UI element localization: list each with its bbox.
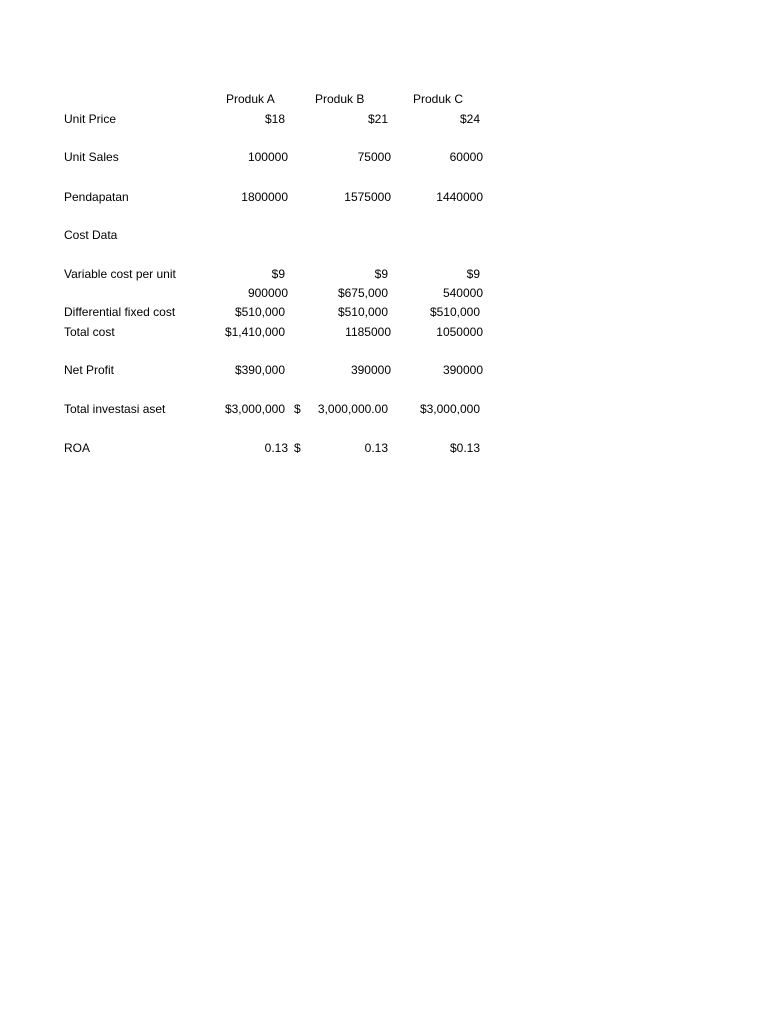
total-cost-a: $1,410,000 bbox=[224, 325, 285, 339]
total-cost-b: 1185000 bbox=[345, 325, 391, 339]
net-profit-a: $390,000 bbox=[234, 363, 285, 377]
row-label-total-cost: Total cost bbox=[64, 325, 115, 339]
diff-fixed-c: $510,000 bbox=[429, 305, 480, 319]
total-invest-c: $3,000,000 bbox=[419, 402, 480, 416]
row-label-variable-cost: Variable cost per unit bbox=[64, 267, 176, 281]
total-invest-a: $3,000,000 bbox=[224, 402, 285, 416]
unit-sales-b: 75000 bbox=[357, 150, 391, 164]
roa-a: 0.13 bbox=[264, 441, 288, 455]
unit-price-c: $24 bbox=[459, 112, 480, 126]
row-label-roa: ROA bbox=[64, 441, 91, 455]
row-label-net-profit: Net Profit bbox=[64, 363, 115, 377]
row-label-unit-sales: Unit Sales bbox=[64, 150, 119, 164]
variable-total-b: $675,000 bbox=[337, 286, 388, 300]
variable-total-c: 540000 bbox=[442, 286, 483, 300]
unit-price-a: $18 bbox=[264, 112, 285, 126]
total-cost-c: 1050000 bbox=[436, 325, 483, 339]
variable-total-a: 900000 bbox=[247, 286, 288, 300]
header-produk-a: Produk A bbox=[226, 92, 275, 106]
roa-b-dollar-sign: $ bbox=[294, 441, 301, 455]
variable-cost-a: $9 bbox=[271, 267, 285, 281]
pendapatan-c: 1440000 bbox=[436, 190, 483, 204]
net-profit-c: 390000 bbox=[442, 363, 483, 377]
diff-fixed-a: $510,000 bbox=[234, 305, 285, 319]
unit-sales-a: 100000 bbox=[247, 150, 288, 164]
pendapatan-a: 1800000 bbox=[241, 190, 288, 204]
total-invest-b: 3,000,000.00 bbox=[317, 402, 388, 416]
row-label-cost-data: Cost Data bbox=[64, 228, 118, 242]
header-produk-b: Produk B bbox=[315, 92, 365, 106]
unit-price-b: $21 bbox=[367, 112, 388, 126]
roa-c: $0.13 bbox=[449, 441, 480, 455]
roa-b: 0.13 bbox=[364, 441, 388, 455]
row-label-unit-price: Unit Price bbox=[64, 112, 117, 126]
net-profit-b: 390000 bbox=[350, 363, 391, 377]
diff-fixed-b: $510,000 bbox=[337, 305, 388, 319]
variable-cost-c: $9 bbox=[466, 267, 480, 281]
pendapatan-b: 1575000 bbox=[344, 190, 391, 204]
row-label-total-investasi-aset: Total investasi aset bbox=[64, 402, 166, 416]
variable-cost-b: $9 bbox=[374, 267, 388, 281]
total-invest-b-dollar-sign: $ bbox=[294, 402, 301, 416]
row-label-pendapatan: Pendapatan bbox=[64, 190, 129, 204]
row-label-differential-fixed-cost: Differential fixed cost bbox=[64, 305, 176, 319]
unit-sales-c: 60000 bbox=[449, 150, 483, 164]
header-produk-c: Produk C bbox=[413, 92, 464, 106]
